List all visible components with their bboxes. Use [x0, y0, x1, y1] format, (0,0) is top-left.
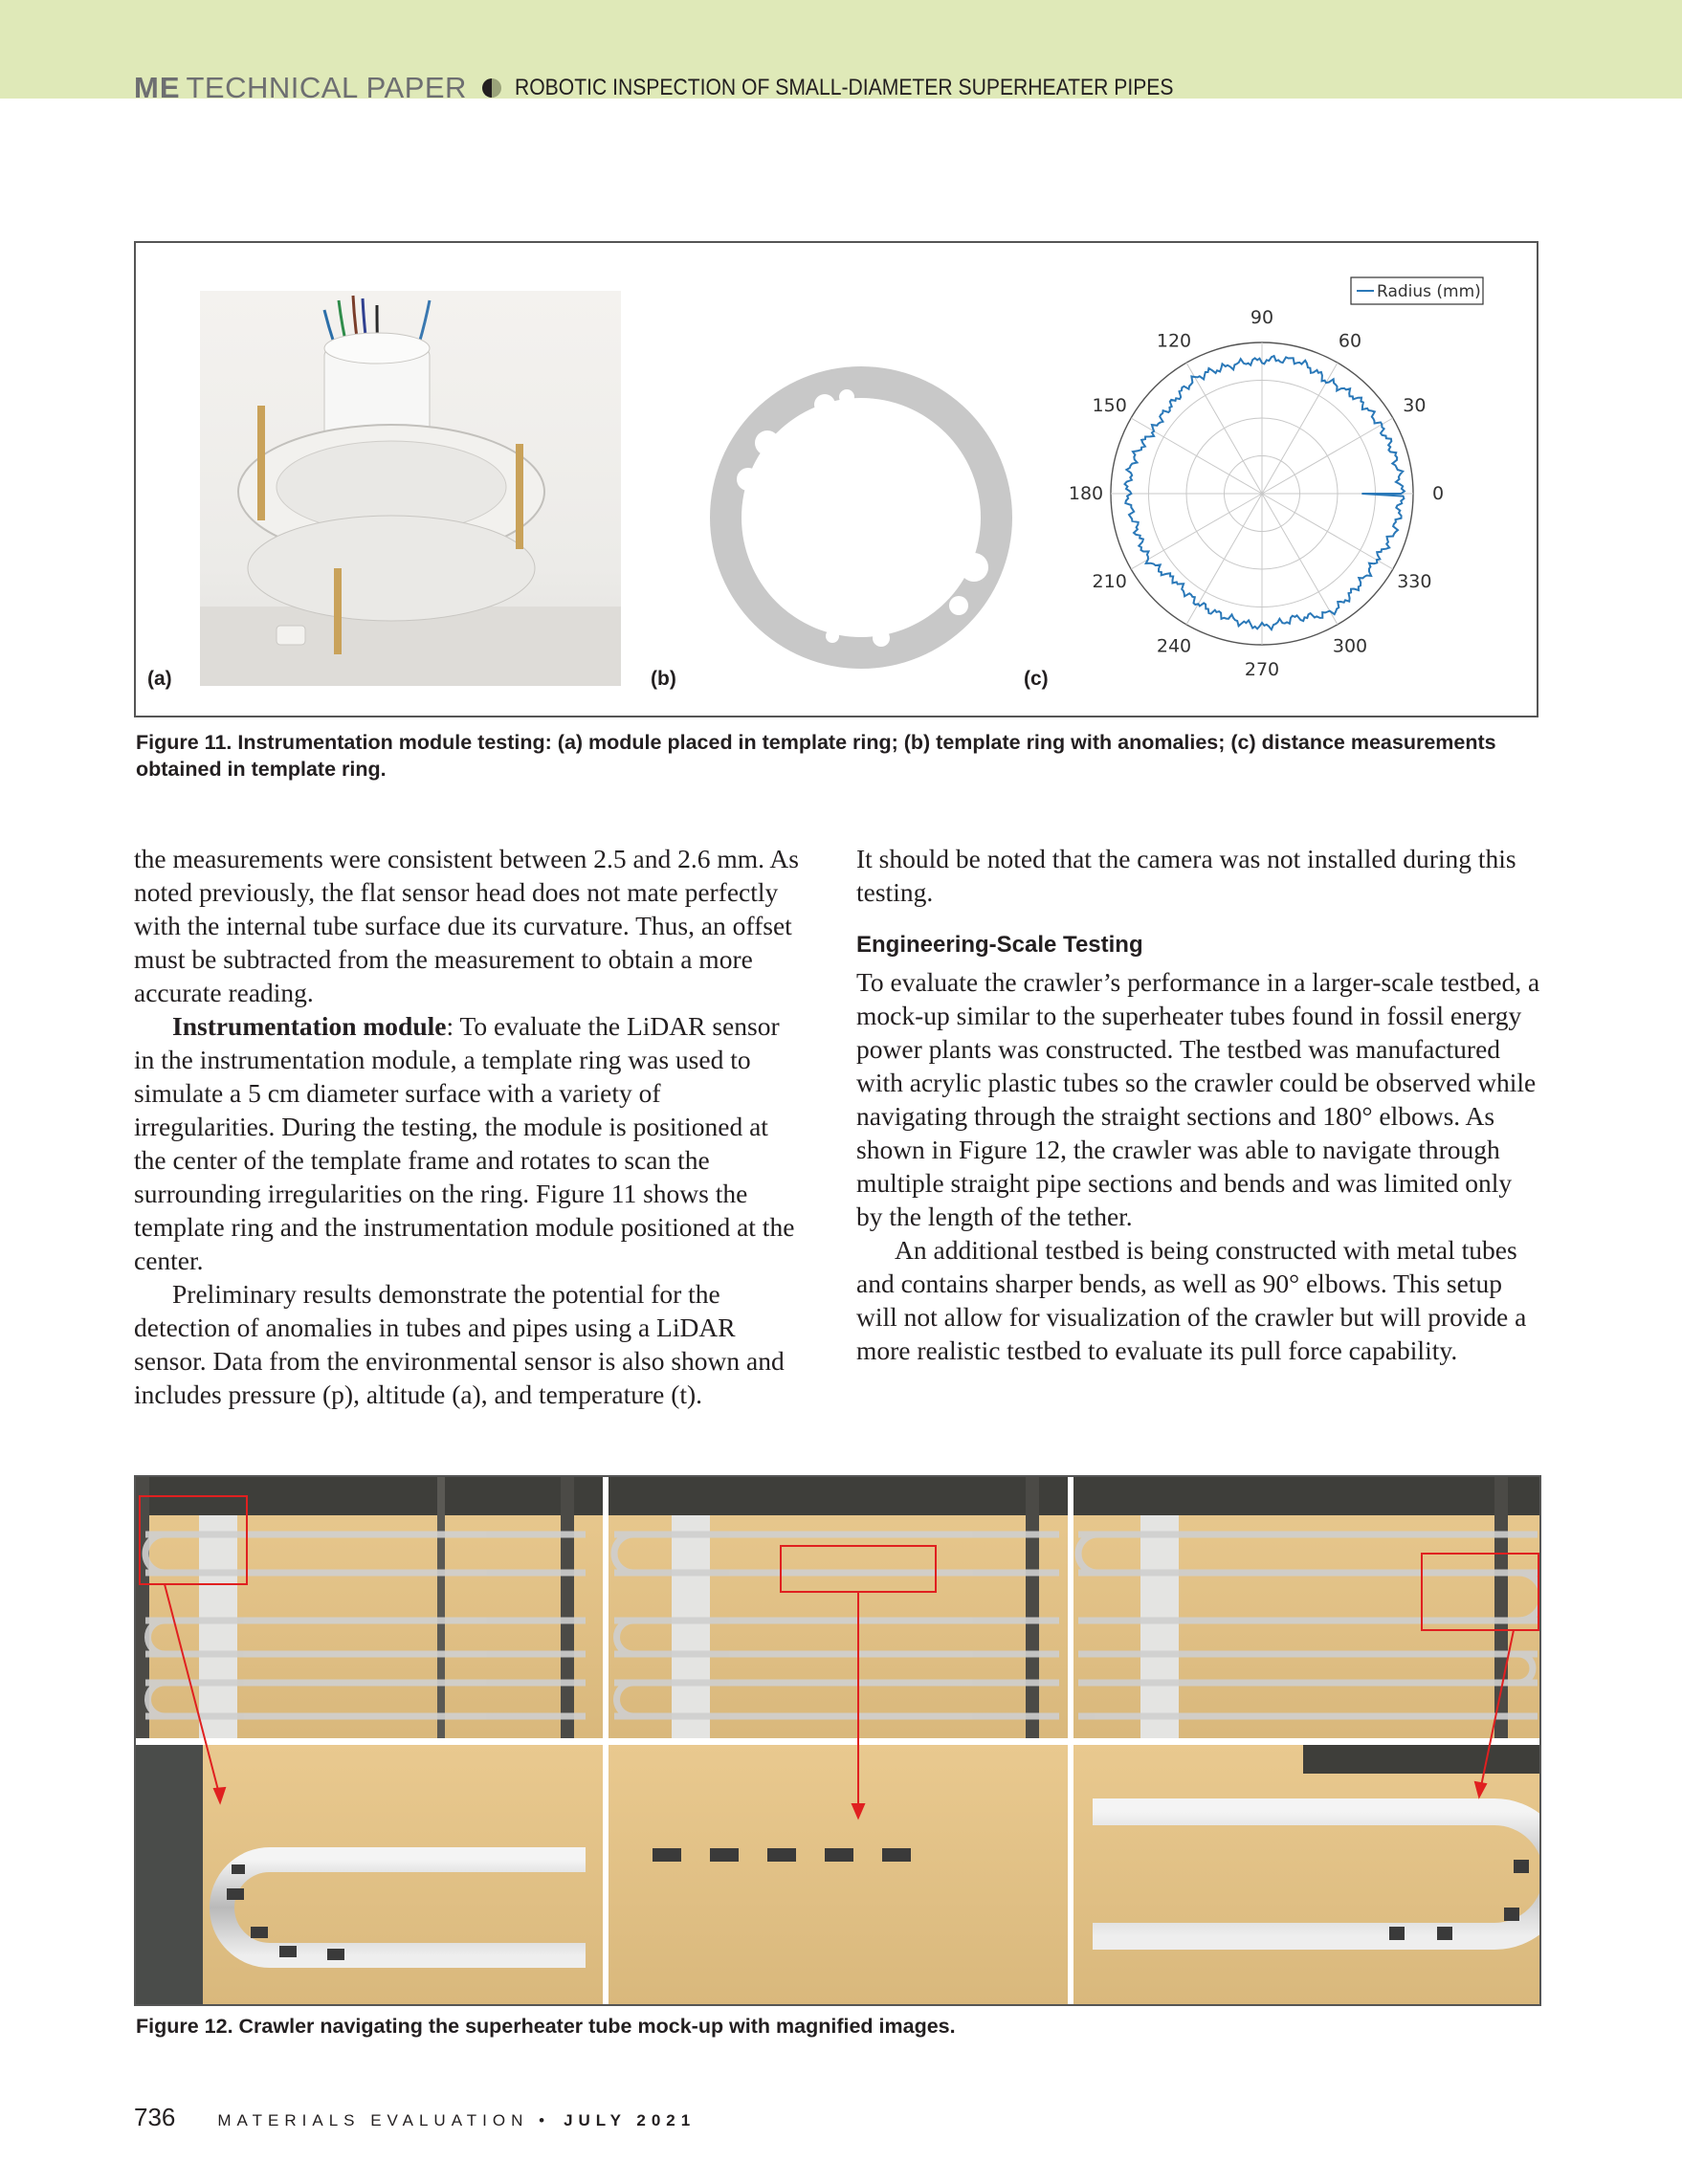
figure-12-caption: Figure 12. Crawler navigating the superheater tube mock-up with magnified images.: [136, 2015, 956, 2038]
angle-tick-label: 180: [1068, 483, 1104, 504]
grid-spoke: [1186, 363, 1262, 494]
series-radius: [1125, 356, 1405, 629]
angle-tick-label: 270: [1244, 659, 1280, 680]
angle-tick-label: 30: [1403, 395, 1427, 416]
section-label: TECHNICAL PAPER: [186, 71, 467, 104]
angle-tick-label: 150: [1092, 395, 1127, 416]
magnified-photo-3: [1073, 1745, 1541, 2006]
journal-logo: ME: [134, 71, 181, 104]
run-in-heading: Instrumentation module: [172, 1011, 447, 1041]
paragraph: Preliminary results demonstrate the potential for the detection of anomalies in tubes and pipes using a LiDAR sensor. Data from the environmental sensor is also shown and includes pressure (p), altitude (a), and temperature (t).: [134, 1279, 785, 1409]
angle-tick-label: 210: [1092, 571, 1127, 592]
journal-name: MATERIALS EVALUATION •: [217, 2111, 551, 2129]
paragraph: It should be noted that the camera was not installed during this testing.: [856, 844, 1516, 907]
angle-tick-label: 330: [1397, 571, 1432, 592]
page-number: 736: [134, 2103, 176, 2131]
section-heading: Engineering-Scale Testing: [856, 932, 1143, 958]
figure-12: [134, 1475, 1541, 2006]
paragraph: the measurements were consistent between 2.5 and 2.6 mm. As noted previously, the flat sensor head does not mate perfectly with the internal tube surface due its curvature. Thus, an offset must be subtracted from the measurement to obtain a more accurate reading.: [134, 844, 799, 1007]
grid-spoke: [1262, 418, 1393, 494]
left-column: [134, 842, 804, 1411]
angle-tick-label: 0: [1431, 483, 1445, 504]
magnified-photo-1: [136, 1745, 603, 2006]
issue-date: JULY 2021: [564, 2111, 697, 2129]
grid-spoke: [1131, 494, 1262, 569]
paragraph: An additional testbed is being constructed with metal tubes and contains sharper bends, as well as 90° elbows. This setup will not allow for visualization of the crawler but will provide a more realistic testbed to evaluate its pull force capability.: [856, 1235, 1527, 1365]
angle-tick-label: 300: [1332, 635, 1368, 657]
running-title: ROBOTIC INSPECTION OF SMALL-DIAMETER SUPERHEATER PIPES: [514, 75, 1174, 100]
angle-tick-label: 90: [1250, 307, 1274, 328]
template-ring: [708, 364, 1014, 671]
figure-11: [134, 241, 1538, 717]
panel-label-b: (b): [651, 668, 676, 690]
magnified-photo-2: [609, 1745, 1068, 2006]
paragraph: To evaluate the crawler’s performance in a larger-scale testbed, a mock-up similar to the superheater tubes found in fossil energy power plants was constructed. The testbed was manufactured with acrylic plastic tubes so the crawler could be observed while navigating through the straight sections and 180° elbows. As shown in Figure 12, the crawler was able to navigate through multiple straight pipe sections and bends and was limited only by the length of the tether.: [856, 967, 1540, 1231]
grid-spoke: [1262, 494, 1393, 569]
running-header: [134, 71, 1263, 105]
page-footer: [134, 2103, 696, 2132]
angle-tick-label: 60: [1338, 330, 1362, 352]
polar-plot: [1040, 272, 1538, 721]
grid-spoke: [1131, 418, 1262, 494]
legend: [1351, 277, 1483, 304]
grid-spoke: [1262, 494, 1338, 625]
half-circle-icon: [482, 78, 501, 98]
figure-11-caption: Figure 11. Instrumentation module testing: (a) module placed in template ring; (b) template ring with anomalies; (c) distance measurements obtained in template ring.: [136, 731, 1496, 781]
panel-label-c: (c): [1024, 668, 1049, 690]
angle-tick-label: 120: [1156, 330, 1192, 352]
right-column: [856, 842, 1540, 1367]
overview-photo-3: [1073, 1477, 1541, 1738]
panel-label-a: (a): [147, 668, 172, 690]
angle-tick-label: 240: [1156, 635, 1192, 657]
paragraph-text: : To evaluate the LiDAR sensor in the instrumentation module, a template ring was used to simulate a 5 cm diameter surface with a variety of irregularities. During the testing, the module is positioned at the center of the template frame and rotates to scan the surrounding irregularities on the ring. Figure 11 shows the template ring and the instrumentation module positioned at the center.: [134, 1011, 795, 1275]
overview-photo-1: [136, 1477, 603, 1738]
legend-label: Radius (mm): [1377, 282, 1481, 301]
paragraph: [134, 1009, 804, 1277]
module-photo: [200, 291, 621, 686]
overview-photo-2: [609, 1477, 1068, 1738]
